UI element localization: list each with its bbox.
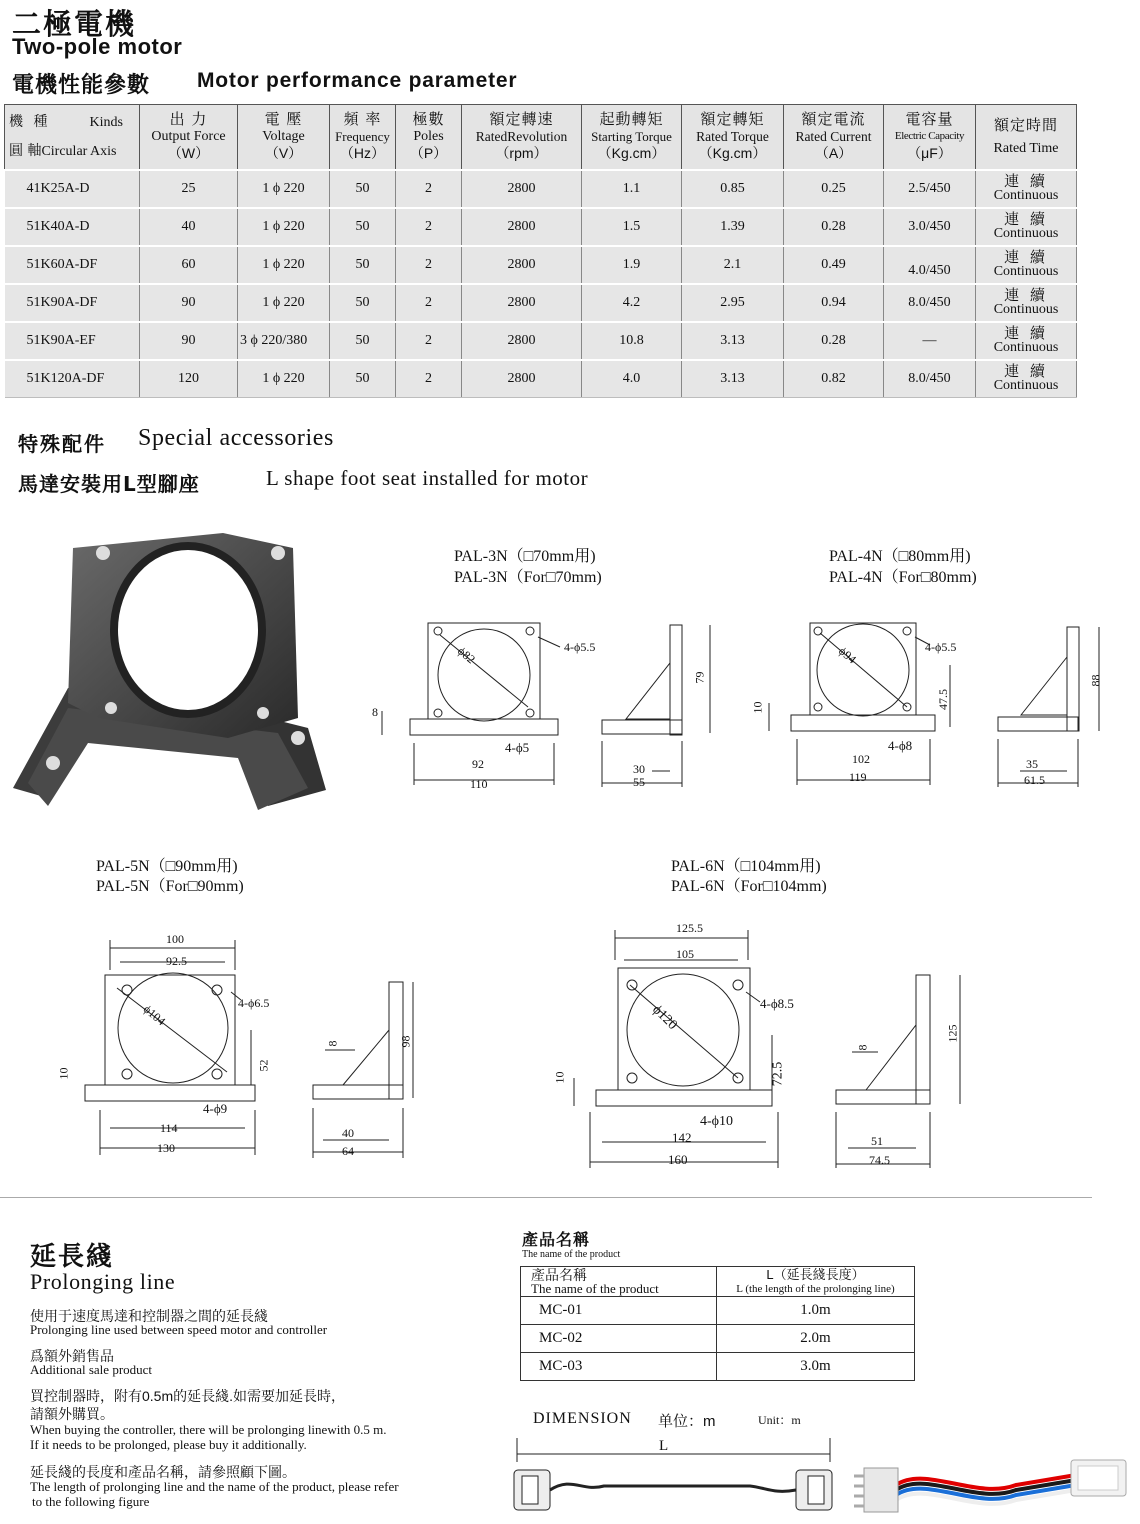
dimension-unit-en: Unit：m: [758, 1413, 801, 1427]
prolong-title-zh: 延長綫: [30, 1242, 115, 1272]
header-output: 出 力 Output Force （W）: [140, 105, 238, 170]
pal5n-hole-dim: 4-ϕ6.5: [238, 996, 270, 1010]
header-rated-current: 額定電流 Rated Current （A）: [784, 105, 884, 170]
pal4n-hole-dim: 4-ϕ5.5: [925, 640, 957, 654]
table-row: 41K25A-D 25 1 ϕ 220 50 2 2800 1.1 0.85 0.25 2.5/450 連 續 Continuous: [5, 170, 1077, 208]
pal5n-dim-98: 98: [398, 1035, 413, 1048]
header-capacity: 電容量 Electric Capacity （μF）: [884, 105, 976, 170]
foot-seat-title-en: L shape foot seat installed for motor: [266, 466, 589, 490]
section-title-zh: 電機性能參數: [12, 73, 151, 98]
pal6n-dim-74: 74.5: [869, 1153, 890, 1167]
pal3n-base-hole: 4-ϕ5: [505, 740, 530, 755]
pal6n-dim-125: 125.5: [676, 921, 703, 935]
prolong-p3-en2: If it needs to be prolonged, please buy it additionally.: [30, 1437, 307, 1452]
pal6n-dim-51: 51: [871, 1134, 883, 1148]
prolong-p4-en1: The length of prolonging line and the name of the product, please refer: [30, 1479, 399, 1494]
pal3n-base-height: 8: [372, 705, 378, 719]
pal5n-dim-40: 40: [342, 1126, 354, 1140]
axis-zh: 圓 軸: [9, 142, 42, 159]
pal6n-drawing: [560, 930, 980, 1170]
prolong-p4-en2: to the following figure: [32, 1494, 150, 1509]
pal6n-dim-125b: 125: [945, 1024, 960, 1043]
pal4n-circle-dim: ϕ94: [835, 643, 860, 667]
header-rated-time: 額定時間 Rated Time: [976, 105, 1077, 170]
prolong-p1-en: Prolonging line used between speed motor and controller: [30, 1322, 328, 1337]
page-title-zh: 二極電機: [12, 7, 137, 41]
pal4n-label-zh: PAL-4N（□80mm用): [829, 548, 971, 565]
pal3n-label-en: PAL-3N（For□70mm): [454, 569, 602, 586]
section-divider: [0, 1197, 1092, 1198]
header-rated-torque: 額定轉矩 Rated Torque （Kg.cm）: [682, 105, 784, 170]
pal6n-circle-dim: ϕ120: [649, 1002, 680, 1033]
pal4n-dim-61: 61.5: [1024, 773, 1045, 787]
product-title-en: The name of the product: [522, 1249, 621, 1260]
l-bracket-photo: [8, 528, 338, 828]
table-row: 51K40A-D 40 1 ϕ 220 50 2 2800 1.5 1.39 0.28 3.0/450 連 續 Continuous: [5, 208, 1077, 246]
header-starting-torque: 起動轉矩 Starting Torque （Kg.cm）: [582, 105, 682, 170]
pal5n-dim-92: 92.5: [166, 954, 187, 968]
pal6n-base-hole: 4-ϕ10: [700, 1114, 734, 1129]
length-l-label: L: [659, 1438, 669, 1454]
prolong-p1-zh: 使用于速度馬達和控制器之間的延長綫: [30, 1308, 268, 1324]
pal6n-dim-142: 142: [672, 1130, 692, 1145]
pal5n-dim-100: 100: [166, 932, 184, 946]
pal3n-drawing: [370, 615, 720, 795]
pal4n-label-en: PAL-4N（For□80mm): [829, 569, 977, 586]
kinds-zh: 機 種: [9, 113, 51, 130]
pal3n-hole-dim: 4-ϕ5.5: [564, 640, 596, 654]
pal4n-base-height: 10: [750, 701, 765, 714]
product-title-zh: 產品名稱: [522, 1230, 591, 1249]
accessories-title-zh: 特殊配件: [18, 432, 106, 456]
pal5n-drawing: [55, 940, 455, 1160]
table-row: MC-03 3.0m: [521, 1353, 915, 1381]
prolong-p3-en1: When buying the controller, there will be prolonging linewith 0.5 m.: [30, 1422, 387, 1437]
prolong-p3-zh2: 請額外購買。: [30, 1406, 114, 1422]
table-row: 51K90A-DF 90 1 ϕ 220 50 2 2800 4.2 2.95 0.94 8.0/450 連 續 Continuous: [5, 284, 1077, 322]
prolong-p4-zh: 延長綫的長度和產品名稱，請參照顧下圖。: [30, 1464, 296, 1480]
pal5n-circle-dim: ϕ104: [140, 1001, 169, 1029]
pal5n-dim-64: 64: [342, 1144, 354, 1158]
pal3n-dim-55: 55: [633, 775, 645, 789]
pal5n-dim-130: 130: [157, 1141, 175, 1155]
pal4n-dim-102: 102: [852, 752, 870, 766]
prolong-p2-zh: 爲額外銷售品: [30, 1348, 114, 1364]
prolong-title-en: Prolonging line: [30, 1269, 176, 1294]
pal5n-dim-114: 114: [160, 1121, 178, 1135]
pal5n-base-hole: 4-ϕ9: [203, 1101, 228, 1116]
dimension-label: DIMENSION: [533, 1410, 632, 1427]
pal3n-dim-92: 92: [472, 757, 484, 771]
table-row: MC-01 1.0m: [521, 1297, 915, 1325]
motor-spec-table: [4, 104, 1077, 398]
pal4n-base-hole: 4-ϕ8: [888, 738, 913, 753]
header-revolution: 額定轉速 RatedRevolution （rpm）: [462, 105, 582, 170]
pal5n-label-en: PAL-5N（For□90mm): [96, 878, 244, 895]
pal3n-dim-30: 30: [633, 762, 645, 776]
product-table: [520, 1266, 915, 1381]
table-row: MC-02 2.0m: [521, 1325, 915, 1353]
kinds-en: Kinds: [89, 114, 123, 130]
pal6n-label-en: PAL-6N（For□104mm): [671, 878, 827, 895]
prolong-p2-en: Additional sale product: [30, 1362, 153, 1377]
header-voltage: 電 壓 Voltage （V）: [238, 105, 330, 170]
pal5n-dim-8: 8: [325, 1040, 340, 1047]
cable-photo: [846, 1440, 1136, 1524]
product-table-header: 產品名稱 The name of the product L（延長綫長度） L (the length of the prolonging line): [521, 1267, 915, 1297]
accessories-title-en: Special accessories: [138, 425, 334, 451]
header-frequency: 頻 率 Frequency （Hz）: [330, 105, 396, 170]
pal5n-label-zh: PAL-5N（□90mm用): [96, 858, 238, 875]
dimension-unit-zh: 单位：m: [658, 1413, 716, 1430]
foot-seat-title-zh: 馬達安裝用L型腳座: [18, 472, 200, 496]
pal6n-label-zh: PAL-6N（□104mm用): [671, 858, 821, 875]
pal6n-base-height: 10: [552, 1071, 567, 1084]
pal6n-dim-8: 8: [855, 1044, 870, 1051]
table-row: 51K90A-EF 90 3 ϕ 220/380 50 2 2800 10.8 3.13 0.28 — 連 續 Continuous: [5, 322, 1077, 360]
pal3n-circle-dim: ϕ82: [454, 643, 479, 667]
pal6n-dim-105: 105: [676, 947, 694, 961]
section-title-en: Motor performance parameter: [197, 69, 518, 92]
header-poles: 極數 Poles （P）: [396, 105, 462, 170]
pal6n-hole-dim: 4-ϕ8.5: [760, 996, 794, 1011]
pal4n-dim-88: 88: [1088, 674, 1103, 687]
cable-drawing: [512, 1436, 837, 1516]
spec-header-row: [5, 105, 1077, 170]
pal4n-dim-119: 119: [849, 770, 867, 784]
header-kinds: [5, 105, 140, 170]
pal3n-dim-110: 110: [470, 777, 488, 791]
pal3n-label-zh: PAL-3N（□70mm用): [454, 548, 596, 565]
table-row: 51K60A-DF 60 1 ϕ 220 50 2 2800 1.9 2.1 0.49 4.0/450 連 續 Continuous: [5, 246, 1077, 284]
pal4n-dim-47: 47.5: [936, 689, 950, 710]
pal3n-dim-79: 79: [692, 671, 707, 684]
pal6n-dim-72: 72.5: [770, 1061, 786, 1087]
page-title-en: Two-pole motor: [12, 34, 183, 59]
prolong-p3-zh1: 買控制器時，附有0.5m的延長綫.如需要加延長時，: [30, 1388, 346, 1404]
table-row: 51K120A-DF 120 1 ϕ 220 50 2 2800 4.0 3.13 0.82 8.0/450 連 續 Continuous: [5, 360, 1077, 398]
pal5n-dim-52: 52: [256, 1059, 271, 1072]
pal4n-dim-35: 35: [1026, 757, 1038, 771]
axis-en: Circular Axis: [41, 143, 117, 159]
pal6n-dim-160: 160: [668, 1152, 688, 1167]
pal5n-base-height: 10: [56, 1067, 71, 1080]
